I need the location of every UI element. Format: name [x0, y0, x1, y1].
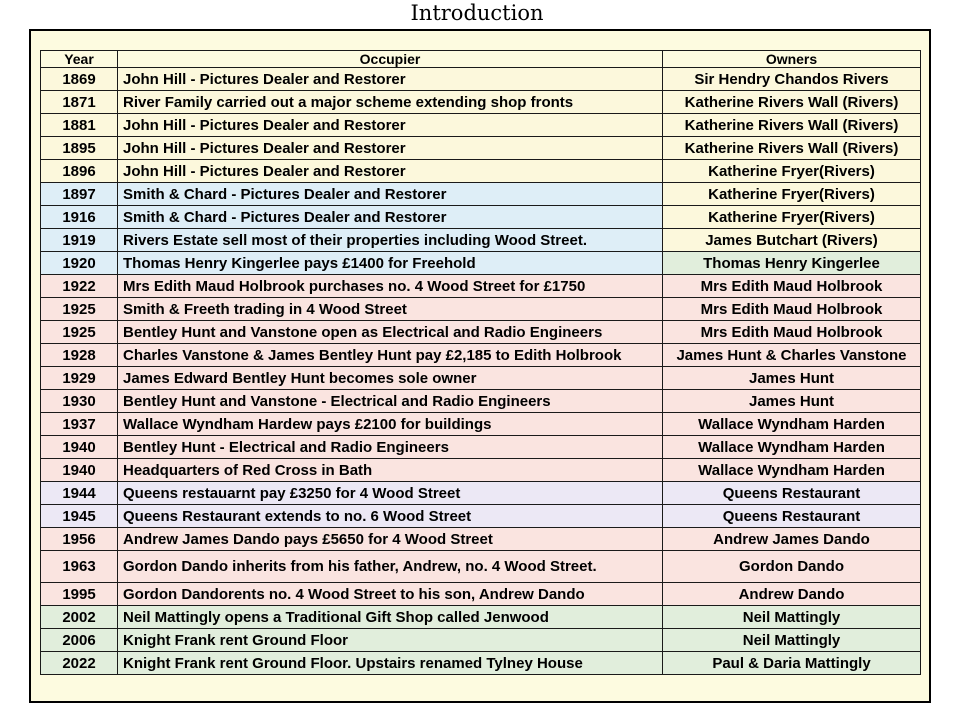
year-cell: 1869: [41, 68, 118, 91]
year-cell: 1925: [41, 298, 118, 321]
owner-cell: Gordon Dando: [663, 551, 921, 583]
year-cell: 1871: [41, 91, 118, 114]
year-cell: 1896: [41, 160, 118, 183]
table-row: [41, 206, 921, 229]
occupier-cell: Knight Frank rent Ground Floor. Upstairs renamed Tylney House: [118, 652, 663, 675]
year-cell: 1940: [41, 459, 118, 482]
table-row: [41, 413, 921, 436]
table-body: [41, 68, 921, 675]
owner-cell: Neil Mattingly: [663, 606, 921, 629]
owner-cell: Katherine Rivers Wall (Rivers): [663, 114, 921, 137]
owner-cell: James Hunt: [663, 390, 921, 413]
year-cell: 1919: [41, 229, 118, 252]
owner-cell: James Butchart (Rivers): [663, 229, 921, 252]
occupier-cell: James Edward Bentley Hunt becomes sole owner: [118, 367, 663, 390]
occupancy-table: [40, 50, 921, 675]
table-row: [41, 91, 921, 114]
owner-cell: James Hunt: [663, 367, 921, 390]
page-title: Introduction: [410, 1, 544, 25]
year-cell: 1881: [41, 114, 118, 137]
table-row: [41, 551, 921, 583]
year-cell: 1925: [41, 321, 118, 344]
occupier-cell: John Hill - Pictures Dealer and Restorer: [118, 137, 663, 160]
table-row: [41, 390, 921, 413]
table-row: [41, 583, 921, 606]
owner-cell: Wallace Wyndham Harden: [663, 413, 921, 436]
owner-cell: Katherine Rivers Wall (Rivers): [663, 137, 921, 160]
year-cell: 1956: [41, 528, 118, 551]
year-cell: 1940: [41, 436, 118, 459]
occupier-cell: Smith & Freeth trading in 4 Wood Street: [118, 298, 663, 321]
occupier-cell: Thomas Henry Kingerlee pays £1400 for Freehold: [118, 252, 663, 275]
owner-cell: Neil Mattingly: [663, 629, 921, 652]
table-row: [41, 275, 921, 298]
table-header-row: [41, 51, 921, 68]
occupier-cell: Bentley Hunt and Vanstone open as Electrical and Radio Engineers: [118, 321, 663, 344]
table-row: [41, 160, 921, 183]
occupier-cell: Bentley Hunt - Electrical and Radio Engineers: [118, 436, 663, 459]
table-row: [41, 344, 921, 367]
owner-cell: Sir Hendry Chandos Rivers: [663, 68, 921, 91]
owner-cell: Katherine Fryer(Rivers): [663, 206, 921, 229]
table-row: [41, 505, 921, 528]
owner-cell: Mrs Edith Maud Holbrook: [663, 275, 921, 298]
year-cell: 1944: [41, 482, 118, 505]
owner-cell: Katherine Fryer(Rivers): [663, 183, 921, 206]
occupier-cell: Smith & Chard - Pictures Dealer and Restorer: [118, 206, 663, 229]
year-header: Year: [41, 51, 118, 68]
table-row: [41, 252, 921, 275]
owner-cell: Katherine Fryer(Rivers): [663, 160, 921, 183]
year-cell: 2022: [41, 652, 118, 675]
occupier-cell: Gordon Dandorents no. 4 Wood Street to his son, Andrew Dando: [118, 583, 663, 606]
table-row: [41, 114, 921, 137]
occupier-cell: John Hill - Pictures Dealer and Restorer: [118, 68, 663, 91]
table-row: [41, 137, 921, 160]
owner-cell: Thomas Henry Kingerlee: [663, 252, 921, 275]
year-cell: 1930: [41, 390, 118, 413]
table-row: [41, 68, 921, 91]
table-row: [41, 482, 921, 505]
occupier-cell: Queens Restaurant extends to no. 6 Wood Street: [118, 505, 663, 528]
year-cell: 2002: [41, 606, 118, 629]
occupier-cell: John Hill - Pictures Dealer and Restorer: [118, 114, 663, 137]
year-cell: 1928: [41, 344, 118, 367]
year-cell: 1916: [41, 206, 118, 229]
occupier-cell: Charles Vanstone & James Bentley Hunt pay £2,185 to Edith Holbrook: [118, 344, 663, 367]
occupier-cell: Headquarters of Red Cross in Bath: [118, 459, 663, 482]
occupier-cell: Knight Frank rent Ground Floor: [118, 629, 663, 652]
year-cell: 1937: [41, 413, 118, 436]
year-cell: 1963: [41, 551, 118, 583]
table-row: [41, 606, 921, 629]
owner-cell: Mrs Edith Maud Holbrook: [663, 298, 921, 321]
occupier-header: Occupier: [118, 51, 663, 68]
owner-cell: Andrew Dando: [663, 583, 921, 606]
year-cell: 1945: [41, 505, 118, 528]
table-row: [41, 183, 921, 206]
owner-cell: Mrs Edith Maud Holbrook: [663, 321, 921, 344]
owner-cell: Queens Restaurant: [663, 482, 921, 505]
year-cell: 1895: [41, 137, 118, 160]
year-cell: 1929: [41, 367, 118, 390]
table-row: [41, 229, 921, 252]
table-row: [41, 436, 921, 459]
occupier-cell: Neil Mattingly opens a Traditional Gift Shop called Jenwood: [118, 606, 663, 629]
occupier-cell: Smith & Chard - Pictures Dealer and Restorer: [118, 183, 663, 206]
table-row: [41, 528, 921, 551]
owner-cell: Katherine Rivers Wall (Rivers): [663, 91, 921, 114]
owner-cell: James Hunt & Charles Vanstone: [663, 344, 921, 367]
year-cell: 1922: [41, 275, 118, 298]
owner-cell: Wallace Wyndham Harden: [663, 436, 921, 459]
year-cell: 1897: [41, 183, 118, 206]
year-cell: 1920: [41, 252, 118, 275]
year-cell: 1995: [41, 583, 118, 606]
owner-cell: Queens Restaurant: [663, 505, 921, 528]
occupier-cell: John Hill - Pictures Dealer and Restorer: [118, 160, 663, 183]
table-row: [41, 321, 921, 344]
table-row: [41, 367, 921, 390]
owner-cell: Paul & Daria Mattingly: [663, 652, 921, 675]
occupier-cell: Gordon Dando inherits from his father, Andrew, no. 4 Wood Street.: [118, 551, 663, 583]
occupier-cell: River Family carried out a major scheme extending shop fronts: [118, 91, 663, 114]
owners-header: Owners: [663, 51, 921, 68]
occupier-cell: Andrew James Dando pays £5650 for 4 Wood Street: [118, 528, 663, 551]
occupier-cell: Wallace Wyndham Hardew pays £2100 for buildings: [118, 413, 663, 436]
table-row: [41, 298, 921, 321]
year-cell: 2006: [41, 629, 118, 652]
owner-cell: Wallace Wyndham Harden: [663, 459, 921, 482]
occupier-cell: Mrs Edith Maud Holbrook purchases no. 4 Wood Street for £1750: [118, 275, 663, 298]
table-row: [41, 629, 921, 652]
occupier-cell: Rivers Estate sell most of their properties including Wood Street.: [118, 229, 663, 252]
table-row: [41, 459, 921, 482]
owner-cell: Andrew James Dando: [663, 528, 921, 551]
occupier-cell: Bentley Hunt and Vanstone - Electrical and Radio Engineers: [118, 390, 663, 413]
occupier-cell: Queens restauarnt pay £3250 for 4 Wood Street: [118, 482, 663, 505]
table-row: [41, 652, 921, 675]
